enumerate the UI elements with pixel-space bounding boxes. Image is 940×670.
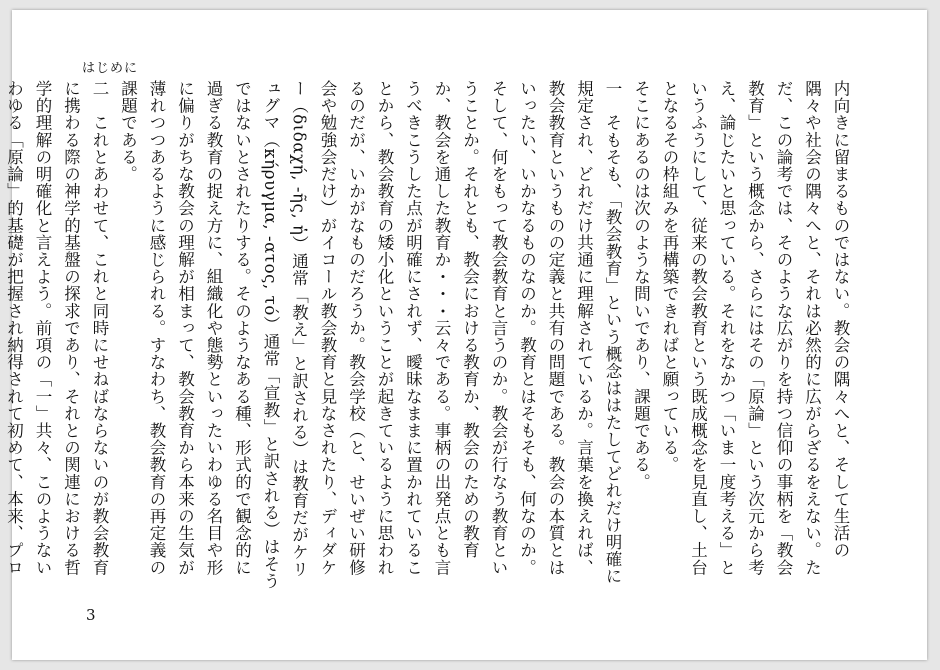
- document-page: [4, 10, 927, 660]
- vertical-body-text: [4, 80, 854, 590]
- running-header: はじめに: [82, 61, 139, 76]
- paragraph-3: 一 そもそも、「教会教育」という概念ははたしてどれだけ明確に規定され、どれだけ共通に理解されているか。言葉を換えれば、教会教育というものの定義と共有の問題である。教会の本質とはいったい、いかなるものなのか。教育とはそもそも、何なのか。そして、何をもって教会教育と言うのか。教会が行なう教育ということか。それとも、教会における教育か、教会のための教育か、教会を通した教育か・・・云々である。事柄の出発点とも言うべきこうした点が明確にされず、曖昧なままに置かれていることから、教会教育の矮小化ということが起きているように思われるのだが、いかがなものだろうか。教会学校（と、せいぜい研修会や勉強会だけ）がイコール教会教育と見なされたり、ディダケー（διδαχή, -ῆς, ἡ）通常「教え」と訳される）は教育だがケリュグマ（κήρυγμα, -ατος, τό）通常「宣教」と訳される）はそうではないとされたりする。そのようなある種、形式的で観念的に過ぎる教育の捉え方に、組織化や態勢といったいわゆる名目や形に偏りがちな教会の理解が相まって、教会教育から本来の生気が薄れつつあるように感じられる。すなわち、教会教育の再定義の課題である。: [118, 80, 622, 590]
- paragraph-4: 二 これとあわせて、これと同時にせねばならないのが教会教育に携わる際の神学的基盤の探求であり、それとの関連における哲学的理解の明確化と言えよう。前項の「一」共々、このようないわゆる「原論」的基礎が把握され納得されて初めて、本来、プロ: [4, 80, 109, 576]
- paragraph-2: そこにあるのは次のような問いであり、課題である。: [631, 80, 651, 491]
- paragraph-1: 内向きに留まるものではない。教会の隅々へと、そして生活の隅々や社会の隅々へと、それは必然的に広がらざるをえない。ただ、この論考では、そのような広がりを持つ信仰の事柄を「教会教育」という概念から、さらにはその「原論」という次元から考え、論じたいと思っている。それをなかつ「いま一度考える」というふうにして、従来の教会教育という既成概念を見直し、土台となるその枠組みを再構築できればと願っている。: [660, 80, 850, 576]
- page-number: 3: [86, 606, 96, 624]
